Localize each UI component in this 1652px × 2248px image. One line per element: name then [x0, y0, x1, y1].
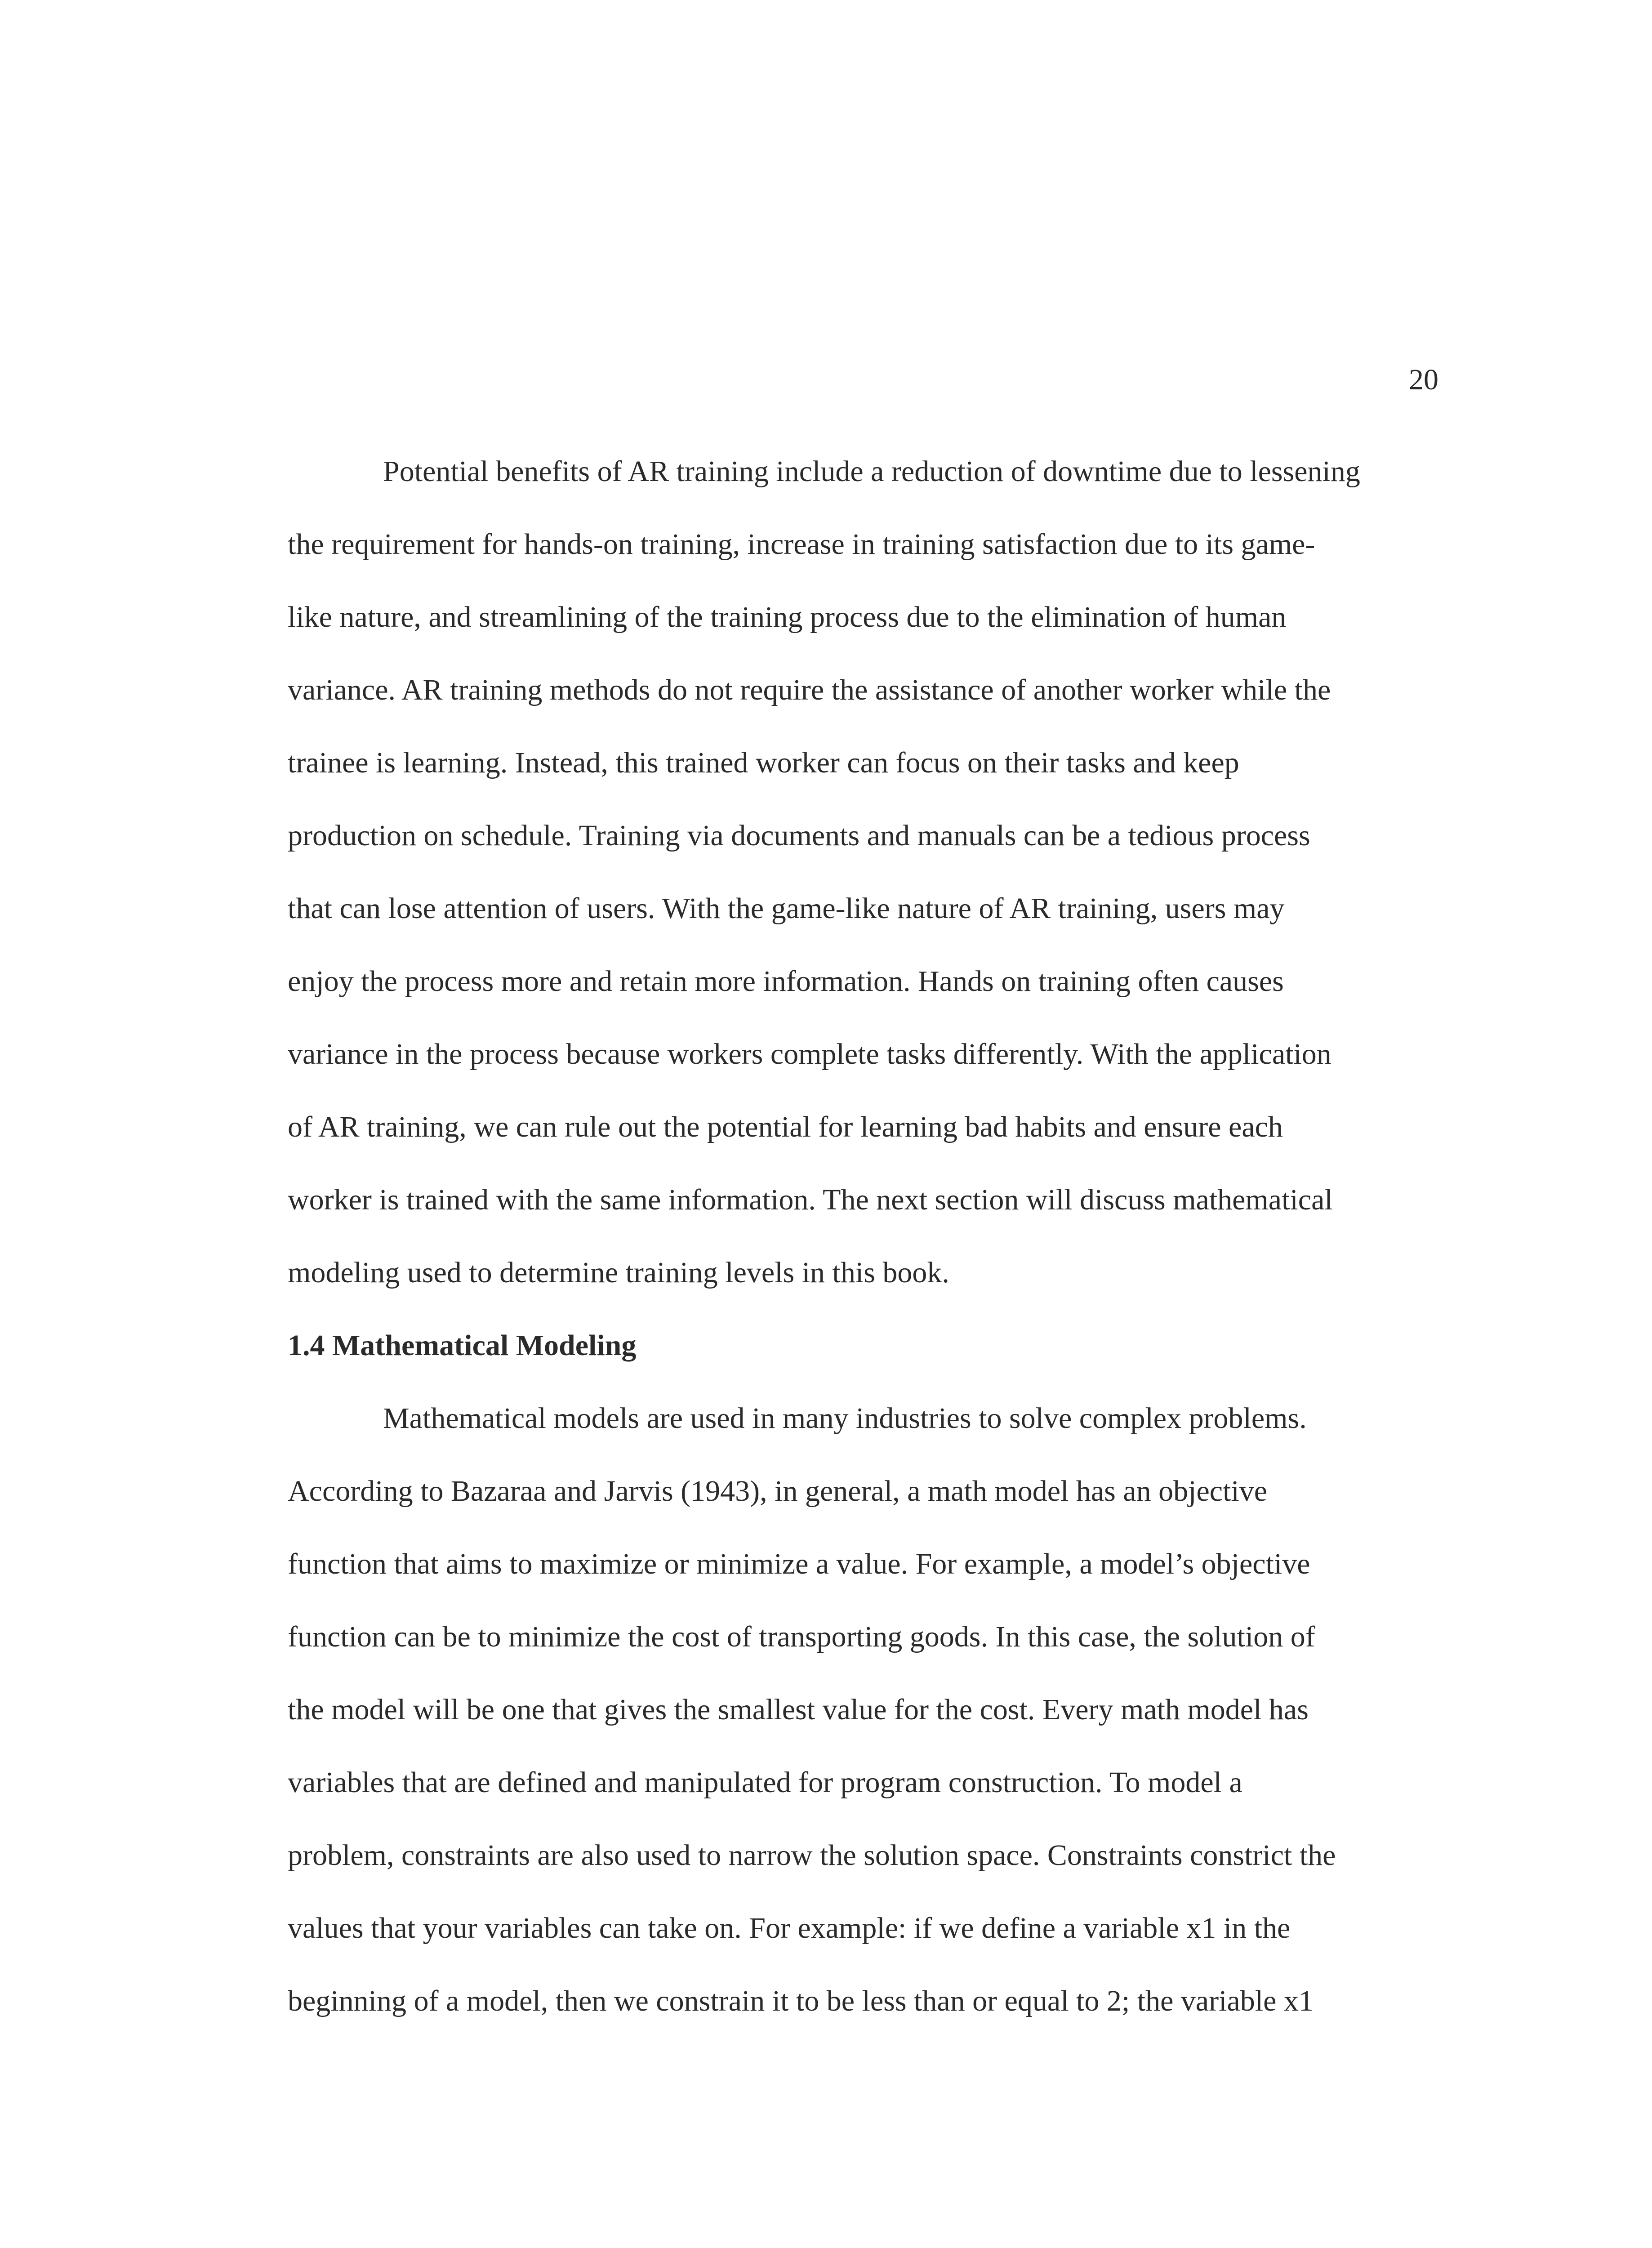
text-line: problem, constraints are also used to narrow the solution space. Constraints constrict the — [288, 1839, 1336, 1872]
text-line: According to Bazaraa and Jarvis (1943), in general, a math model has an objective — [288, 1475, 1268, 1508]
text-line: that can lose attention of users. With the game-like nature of AR training, users may — [288, 892, 1285, 925]
text-line: of AR training, we can rule out the potential for learning bad habits and ensure each — [288, 1111, 1283, 1143]
text-line: production on schedule. Training via documents and manuals can be a tedious process — [288, 819, 1310, 852]
text-line: enjoy the process more and retain more information. Hands on training often causes — [288, 965, 1284, 998]
text-line: function that aims to maximize or minimize a value. For example, a model’s objective — [288, 1548, 1310, 1580]
text-line: variance in the process because workers complete tasks differently. With the application — [288, 1038, 1331, 1070]
paragraph-mathematical-models — [288, 1382, 1452, 2038]
paragraph-ar-training-benefits — [288, 435, 1452, 1309]
text-line: function can be to minimize the cost of transporting goods. In this case, the solution of — [288, 1620, 1315, 1653]
text-line: modeling used to determine training levels in this book. — [288, 1256, 949, 1289]
text-line: Potential benefits of AR training include a reduction of downtime due to lessening — [383, 455, 1360, 488]
text-line: variables that are defined and manipulated for program construction. To model a — [288, 1766, 1242, 1799]
text-line: the model will be one that gives the smallest value for the cost. Every math model has — [288, 1693, 1309, 1726]
text-line: trainee is learning. Instead, this trained worker can focus on their tasks and keep — [288, 746, 1239, 779]
page-number: 20 — [1409, 363, 1438, 396]
section-heading: 1.4 Mathematical Modeling — [288, 1329, 637, 1362]
body-text — [288, 435, 1452, 2038]
text-line: the requirement for hands-on training, increase in training satisfaction due to its game- — [288, 528, 1315, 561]
text-line: worker is trained with the same information. The next section will discuss mathematical — [288, 1183, 1333, 1216]
text-line: like nature, and streamlining of the training process due to the elimination of human — [288, 601, 1287, 633]
text-line: beginning of a model, then we constrain it to be less than or equal to 2; the variable x1 — [288, 1985, 1314, 2017]
text-line: variance. AR training methods do not require the assistance of another worker while the — [288, 674, 1331, 706]
text-line: Mathematical models are used in many industries to solve complex problems. — [383, 1402, 1307, 1435]
text-line: values that your variables can take on. For example: if we define a variable x1 in the — [288, 1912, 1291, 1945]
